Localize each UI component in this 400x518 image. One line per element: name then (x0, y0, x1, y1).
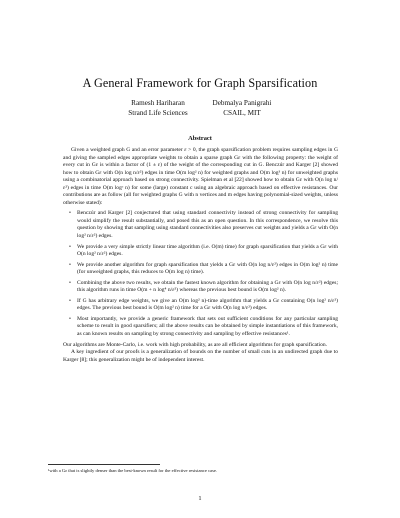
contributions-list (63, 210, 338, 338)
abstract-body (63, 147, 338, 364)
author-affiliation: Strand Life Sciences (128, 109, 188, 117)
footnote: ¹with a Gε that is slightly denser than the best-known result for the effective resistance case. (48, 468, 218, 473)
bullet-icon: • (69, 261, 71, 268)
list-item-text: Benczúr and Karger [2] conjectured that using standard connectivity instead of strong connectivity for sampling would simplify the result substantially, and posed this as an open question. In this correspondence, we resolve this question by showing that sampling using standard connectivities also preserves cut weights and yields a Gε with O(n log² n/ε²) edges. (77, 210, 338, 240)
author-name: Debmalya Panigrahi (212, 99, 272, 107)
bullet-icon: • (69, 243, 71, 250)
paper-title: A General Framework for Graph Sparsification (82, 76, 318, 90)
list-item (69, 279, 338, 295)
bullet-icon: • (69, 210, 71, 217)
list-item-text: We provide a very simple strictly linear time algorithm (i.e. O(m) time) for graph sparsification that yields a Gε with O(n log² n/ε²) edges. (77, 243, 338, 258)
author-affiliation: CSAIL, MIT (223, 109, 261, 117)
list-item (69, 315, 338, 339)
list-item (69, 243, 338, 259)
key-ingredient-paragraph: A key ingredient of our proofs is a generalization of bounds on the number of small cuts in an undirected graph due to Karger [8]; this generalization might be of independent interest. (63, 349, 338, 363)
list-item-text: Most importantly, we provide a generic framework that sets out sufficient conditions for any particular sampling scheme to result in good sparsifiers; all the above results can be obtained by simple instantiations of this framework, as can known results on sampling by strong connectivity and sampling by effective resistances¹. (77, 315, 338, 338)
abstract-intro-paragraph: Given a weighted graph G and an error parameter ε > 0, the graph sparsification problem requires sampling edges in G and giving the sampled edges appropriate weights to obtain a sparse graph Gε with the following property: the weight of every cut in Gε is within a factor of (1 ± ε) of the weight of the corresponding cut in G. Benczúr and Karger [2] showed how to obtain Gε with O(n log n/ε²) edges in time O(m log² n) for weighted graphs and O(m log³ n) for unweighted graphs using a combinatorial approach based on strong connectivity. Spielman et al [22] showed how to obtain Gε with O(n log n/ε²) edges in time O(m logᶜ n) for some (large) constant c using an algebraic approach based on effective resistances. Our contributions are as follow (all for weighted graphs G with n vertices and m edges having polynomial-sized weights, unless otherwise stated): (63, 147, 338, 206)
page-number: 1 (198, 495, 202, 502)
list-item (69, 261, 338, 277)
footnote-divider (48, 464, 160, 465)
list-item-text: Combining the above two results, we obtain the fastest known algorithm for obtaining a Gε with O(n log n/ε²) edges; this algorithm runs in time O(m + n log⁴ n/ε²) whereas the previous best bound is O(m log² n). (77, 279, 338, 294)
list-item-text: We provide another algorithm for graph sparsification that yields a Gε with O(n log n/ε²) edges in O(m log² n) time (for unweighted graphs, this reduces to O(m log n) time). (77, 261, 338, 276)
bullet-icon: • (69, 279, 71, 286)
bullet-icon: • (69, 297, 71, 304)
abstract-heading: Abstract (188, 135, 212, 142)
author-name: Ramesh Hariharan (131, 99, 185, 107)
bullet-icon: • (69, 315, 71, 322)
list-item (69, 297, 338, 313)
monte-carlo-paragraph: Our algorithms are Monte-Carlo, i.e. work with high probability, as are all efficient algorithms for graph sparsification. (63, 341, 328, 348)
list-item-text: If G has arbitrary edge weights, we give an O(m log² n)-time algorithm that yields a Gε containing O(n log² n/ε²) edges. The previous best bound is O(m log² n) time for a Gε with O(n log n/ε²) edges. (77, 297, 338, 312)
list-item (69, 210, 338, 240)
author-block-2 (187, 98, 297, 118)
